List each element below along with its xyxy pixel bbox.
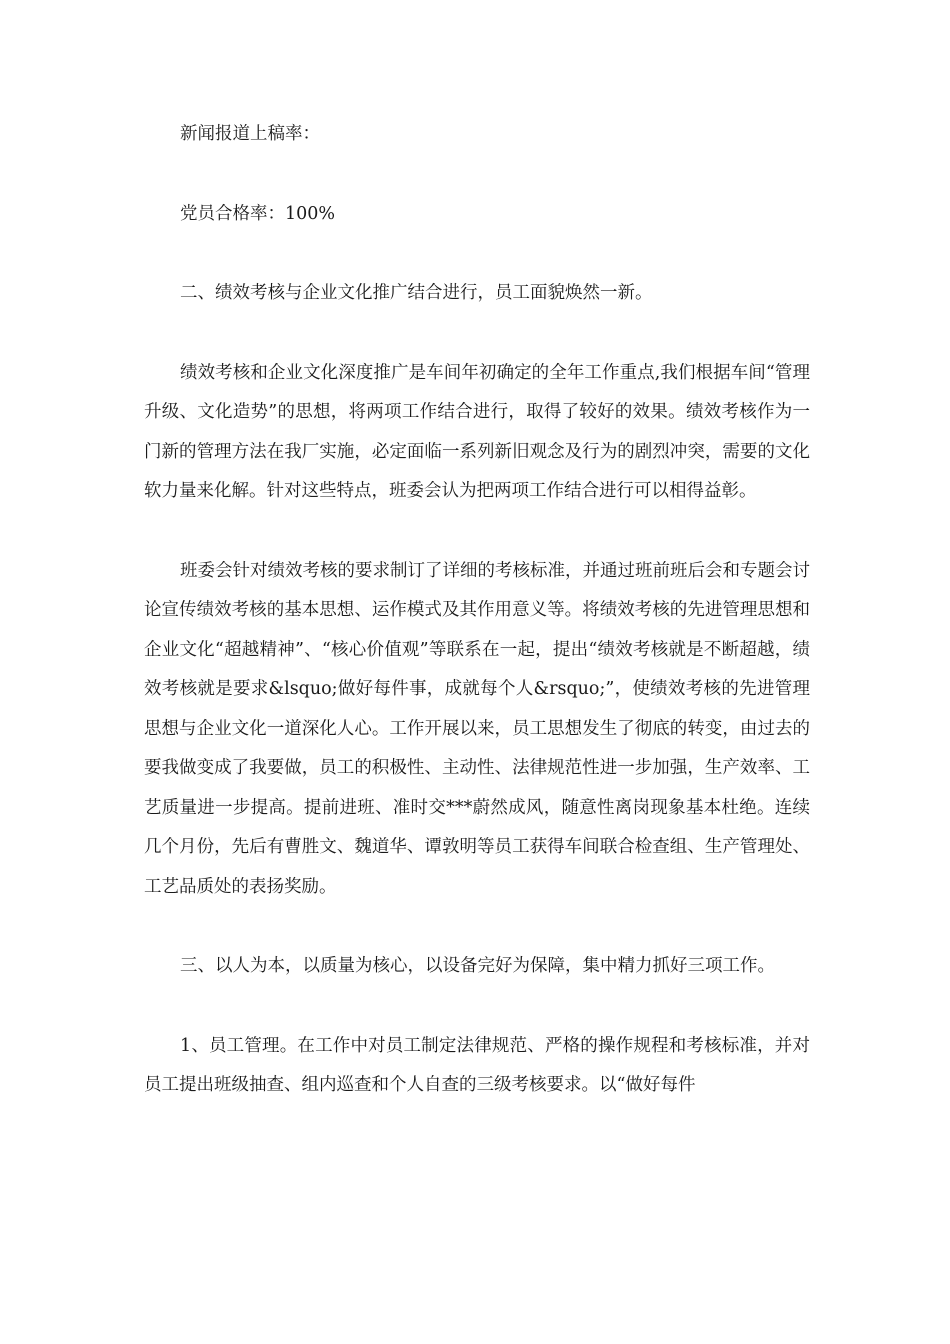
paragraph-gap bbox=[144, 987, 810, 1027]
paragraph-gap bbox=[144, 314, 810, 354]
paragraph-staff-management: 1、员工管理。在工作中对员工制定法律规范、严格的操作规程和考核标准，并对员工提出班级抽查、组内巡查和个人自查的三级考核要求。以“做好每件 bbox=[144, 1035, 810, 1095]
paragraph-gap bbox=[144, 155, 810, 195]
paragraph-news-rate: 新闻报道上稿率： bbox=[180, 124, 320, 144]
paragraph-performance-culture: 绩效考核和企业文化深度推广是车间年初确定的全年工作重点,我们根据车间“管理升级、文化造势”的思想，将两项工作结合进行，取得了较好的效果。绩效考核作为一门新的管理方法在我厂实施，必定面临一系列新旧观念及行为的剧烈冲突，需要的文化软力量来化解。针对这些特点，班委会认为把两项工作结合进行可以相得益彰。 bbox=[144, 362, 810, 501]
paragraph-gap bbox=[144, 234, 810, 274]
paragraph-committee-standards: 班委会针对绩效考核的要求制订了详细的考核标准，并通过班前班后会和专题会讨论宣传绩效考核的基本思想、运作模式及其作用意义等。将绩效考核的先进管理思想和企业文化“超越精神”、“核心价值观”等联系在一起，提出“绩效考核就是不断超越，绩效考核就是要求&lsquo;做好每件事，成就每个人&rsquo;”，使绩效考核的先进管理思想与企业文化一道深化人心。工作开展以来，员工思想发生了彻底的转变，由过去的要我做变成了我要做，员工的积极性、主动性、法律规范性进一步加强，生产效率、工艺质量进一步提高。提前进班、准时交***蔚然成风，随意性离岗现象基本杜绝。连续几个月份，先后有曹胜文、魏道华、谭敦明等员工获得车间联合检查组、生产管理处、工艺品质处的表扬奖励。 bbox=[144, 560, 810, 897]
paragraph-gap bbox=[144, 512, 810, 552]
paragraph-gap bbox=[144, 907, 810, 947]
section-heading-3: 三、以人为本，以质量为核心，以设备完好为保障，集中精力抓好三项工作。 bbox=[180, 956, 775, 976]
section-heading-2: 二、绩效考核与企业文化推广结合进行，员工面貌焕然一新。 bbox=[180, 283, 653, 303]
paragraph-party-rate: 党员合格率：100% bbox=[180, 203, 336, 224]
document-body bbox=[144, 115, 810, 1106]
